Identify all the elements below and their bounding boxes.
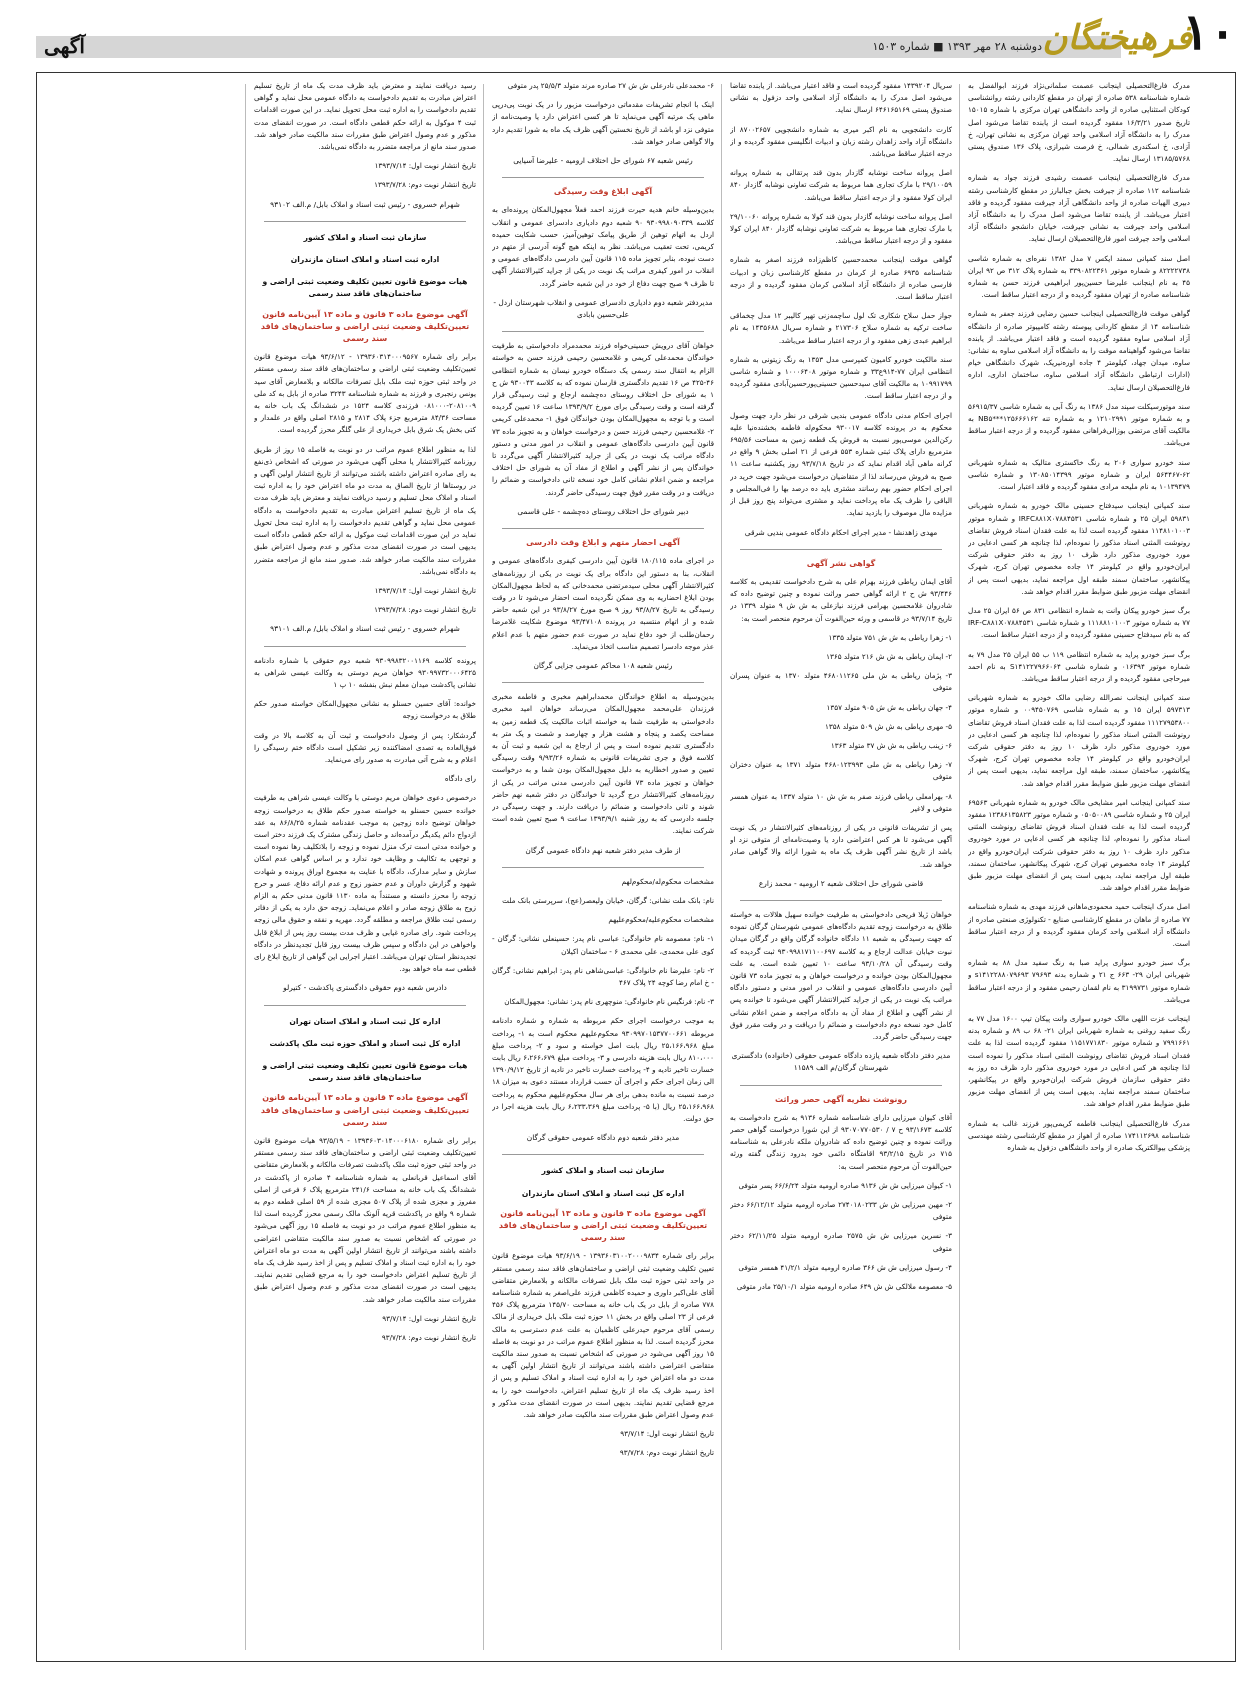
- ad-paragraph: ۱- کیوان میرزایی ش ش ۹۱۳۶ صادره ارومیه متولد ۶۶/۶/۲۴ پسر متوفی: [738, 1180, 952, 1190]
- ad-organization: اداره کل ثبت اسناد و املاک استان مازندران: [521, 1188, 685, 1198]
- ad-organization: سازمان ثبت اسناد و املاک کشور: [303, 232, 427, 242]
- page-number: ۱۰: [1182, 2, 1236, 61]
- column-divider: [959, 84, 960, 1650]
- ad-paragraph: ۶- محمدعلی نادرعلی ش ش ۲۷ صادره مرند متولد ۲۵/۵/۳ پدر متوفی: [507, 81, 714, 90]
- ad-paragraph: سند کمپانی اینجانب امیر مشایخی مالک خودرو به شماره شهربانی ۶۹۵۶۳ ایران ۲۵ و شماره شاسی ۰۵۰۵۰۰۸۹ و شماره موتور ۱۲۳۸۶۱۳۵۸۲۳ مفقود گردیده است لذا به علت فقدان اسناد فروش تقاضای رونوشت المثنی اسناد مذکور را نموده‌ام، لذا چنانچه هر کسی ادعایی در مورد خودروی مذکور دارد ظرف ۱۰ روز به دفتر حقوقی شرکت ایران‌خودرو واقع در کیلومتر ۱۴ جاده مخصوص تهران کرج، شهرک پیکانشهر، ساختمان سمند، طبقه اول مراجعه نماید، بدیهی است پس از انقضای مهلت مزبور طبق ضوابط مقرر اقدام خواهد شد.: [968, 797, 1190, 893]
- ad-paragraph: اینک با انجام تشریفات مقدماتی درخواست مزبور را در یک نوبت پی‌درپی ماهی یک مرتبه آگهی می‌نماید تا هر کسی اعتراض دارد یا وصیت‌نامه از متوفی نزد او باشد از تاریخ نخستین آگهی ظرف یک ماه به شورا تقدیم دارد والا گواهی صادر خواهد شد.: [492, 100, 714, 146]
- ad-paragraph: گواهی موقت اینجانب محمدحسین کاظم‌زاده فرزند اصغر به شماره شناسنامه ۶۹۳۵ صادره از کرمان در مقطع کارشناسی زبان و ادبیات فارسی صادره از دانشگاه آزاد اسلامی کرمان مفقود گردیده و از درجه اعتبار ساقط است.: [730, 255, 952, 302]
- ad-separator: [740, 1085, 942, 1086]
- ad-signature: شهرام خسروی - رئیس ثبت اسناد و املاک بابل/ م.الف ۹۳۱۰۲: [270, 199, 460, 209]
- masthead: [0, 0, 1242, 64]
- column-divider: [721, 84, 722, 1650]
- ad-paragraph: تاریخ انتشار نوبت اول: ۹۳/۷/۱۴: [382, 1313, 476, 1323]
- ad-paragraph: تاریخ انتشار نوبت دوم: ۹۳/۷/۲۸: [619, 1448, 714, 1458]
- ad-paragraph: نام: بانک ملت نشانی: گرگان، خیابان ولیعصر(عج)، سرپرستی بانک ملت: [502, 895, 714, 905]
- ad-separator: [502, 177, 704, 178]
- ad-paragraph: درخصوص دعوی خواهان مریم دوستی با وکالت عیسی شراهی به طرفیت خوانده حسین حسنلو به خواسته صدور حکم طلاق به درخواست زوجه خواهان توضیح داده زوجین به موجب عقدنامه شماره ۸۶/۸/۲۵ به عقد ازدواج دائم یکدیگر درآمده‌اند و حاصل زندگی مشترک یک فرزند دختر است و خوانده مدتی است ترک منزل نموده و زوجه را بلاتکلیف رها نموده است و توجهی به تکالیف و وظایف خود ندارد و بر اساس گواهی عدم امکان سازش و سایر مدارک، دادگاه با عنایت به مجموع اوراق پرونده و شهادت شهود و گزارش داوران و عدم حضور زوج و عدم ارائه دفاع، عسر و حرج زوجه را محرز دانسته و مستنداً به ماده ۱۱۳۰ قانون مدنی حکم به الزام زوج به طلاق زوجه صادر و اعلام می‌نماید. زوجه حق دارد به یکی از دفاتر رسمی ثبت طلاق مراجعه و مطلقه گردد. مهریه و نفقه و حقوق مالی زوجه پرداخت شود. رای صادره غیابی و ظرف مدت بیست روز پس از ابلاغ قابل واخواهی در این دادگاه و سپس ظرف بیست روز قابل تجدیدنظر در دادگاه تجدیدنظر استان تهران می‌باشد. اعتبار اجرایی این گواهی از تاریخ ابلاغ رای قطعی سه ماه خواهد بود.: [254, 793, 476, 974]
- ad-signature: قاضی شورای حل اختلاف شعبه ۲ ارومیه - محمد زارع: [758, 878, 924, 888]
- ad-paragraph: ۶- زینب ریاطی به ش ش ۳۷ متولد ۱۳۶۳: [830, 740, 952, 750]
- column-divider: [245, 84, 246, 1650]
- ad-title: آگهی موضوع ماده ۳ قانون و ماده ۱۳ آیین‌نامه قانون تعیین‌تکلیف وضعیت ثبتی اراضی و ساختمان‌های فاقد سند رسمی: [260, 309, 470, 344]
- ad-separator: [264, 1005, 466, 1006]
- ad-paragraph: ۴- رسول میرزایی ش ش ۳۶۶ صادره ارومیه متولد ۴۱/۲/۱ همسر متوفی: [738, 1262, 952, 1272]
- ad-paragraph: مدرک فارغ‌التحصیلی اینجانب عصمت سلمانی‌نژاد فرزند ابوالفضل به شماره شناسنامه ۵۳۸ صادره از تهران در مقطع کاردانی رشته روانشناسی کودکان استثنایی صادره از واحد دانشگاهی تهران مرکزی با شماره ۱۵۰۱۵ تاریخ صدور ۱۶/۳/۲۱ مفقود گردیده است از یابنده تقاضا می‌شود اصل مدرک را به دانشگاه آزاد اسلامی واحد تهران مرکزی به نشانی تهران، خ آزادی، خ اسکندری شمالی، خ فرصت شیرازی، پلاک ۱۳۶ صندوق پستی ۱۳۱۸۵/۵۷۶۸ ارسال نماید.: [968, 81, 1190, 164]
- ad-organization: اداره ثبت اسناد و املاک استان مازندران: [290, 255, 440, 265]
- ad-paragraph: خواهان ژیلا فریحی دادخواستی به طرفیت خوانده سهیل هلالات به خواسته طلاق به درخواست زوجه تقدیم دادگاه‌های عمومی شهرستان گرگان نموده که جهت رسیدگی به شعبه ۱۱ دادگاه خانواده گرگان واقع در گرگان میدان نبوت خیابان عدالت ارجاع و به کلاسه ۹۳۰۹۹۸۱۷۱۱۰۰۶۹۷ ثبت گردیده که وقت رسیدگی آن ۹۳/۱۰/۲۸ ساعت ۱۰ تعیین شده است. به علت مجهول‌المکان بودن خوانده و درخواست خواهان و به تجویز ماده ۷۳ قانون آیین دادرسی دادگاه‌های عمومی و انقلاب در امور مدنی و دستور دادگاه مراتب یک نوبت در یکی از جراید کثیرالانتشار آگهی می‌شود تا خوانده پس از نشر آگهی و اطلاع از مفاد آن به دادگاه مراجعه و ضمن اعلام نشانی کامل خود نسخه دوم دادخواست و ضمائم را دریافت و در وقت مقرر فوق جهت رسیدگی حاضر گردد.: [730, 909, 952, 1041]
- ad-separator: [502, 1154, 704, 1155]
- logo-text: فرهیختگان: [1042, 18, 1192, 58]
- ad-separator: [264, 221, 466, 222]
- ad-separator: [740, 900, 942, 901]
- ad-paragraph: برگ سبز خودرو پیکان وانت به شماره انتظامی ۸۳۱ ص ۵۶ ایران ۲۵ مدل ۷۷ به شماره موتور ۱۱۱۸۸۱۰۱۰۰۳ و شماره شاسی IRF-C۸۸۱X۰۷۸۸۴۵۳۱ که به نام سیدفتاح حسینی مفقود گردیده و از درجه اعتبار ساقط است.: [968, 605, 1190, 640]
- ad-paragraph: سریال ۱۴۳۹۲۰۴ مفقود گردیده است و فاقد اعتبار می‌باشد. از یابنده تقاضا می‌شود اصل مدرک را به دانشگاه آزاد اسلامی واحد دزفول به نشانی صندوق پستی ۶۴۶۱۶۵۱۶۹ ارسال نماید.: [730, 81, 952, 115]
- ad-paragraph: ۳- نام: فرنگیس نام خانوادگی: منوچهری نام پدر: نشانی: مجهول‌المکان: [504, 997, 714, 1007]
- ad-paragraph: برابر رای شماره ۱۳۹۳۶۰۳۱۴۰۰۰۹۵۶۷ - ۹۳/۶/۱۲ هیات موضوع قانون تعیین‌تکلیف وضعیت ثبتی اراضی و ساختمان‌های فاقد سند رسمی مستقر در واحد ثبتی حوزه ثبت ملک بابل تصرفات مالکانه و بلامعارض آقای سید یونس رنجبری و فرزند به شماره شناسنامه ۳۲۴۳ صادره از بابل به کد ملی ۲۰۸۱۰۰۹-۰۸۱۰۰۰ فرزندی کلاسه ۱۵۲۴ در ششدانگ یک باب خانه به مساحت ۸۴/۳۶ مترمربع جزء پلاک ۲۸۱۴ و ۲۸۱۵ اصلی واقع در علمدار و کتی بخش یک شرق بابل خریداری از علی گلگر محرز گردیده است.: [254, 352, 476, 435]
- column-3: [492, 80, 714, 1655]
- ad-paragraph: به موجب درخواست اجرای حکم مربوطه به شماره و شماره دادنامه مربوطه ۹۳۰۹۹۷۰۱۵۳۷۷۰۰۶۶۱ محکوم‌علیهم محکوم است به ۱- پرداخت مبلغ ۲۵،۱۶۶،۹۶۸ ریال بابت اصل خواسته و سود و ۲- پرداخت مبلغ ۸۱۰،۰۰۰ ریال بابت هزینه دادرسی و ۳- پرداخت مبلغ ۶،۲۶۶،۶۷۹ ریال بابت خسارت تاخیر تادیه و ۴- پرداخت خسارت تاخیر در تادیه از تاریخ ۱۳۹۰/۹/۱۲ الی زمان اجرای حکم و اجرای آن حسب قرارداد مستند دعوی به میزان ۱۸ درصد نسبت به مانده بدهی برای هر سال محکوم‌علیهم محکوم به پرداخت ۲۵،۱۶۶،۹۶۸ ریال (با ۵- پرداخت مبلغ ۶،۲۳۳،۳۶۹ ریال بابت هزینه اجرا در حق دولت.: [492, 1016, 714, 1124]
- ad-paragraph: ۱- زهرا ریاطی به ش ش ۷۵۱ متولد ۱۳۳۵: [828, 632, 952, 642]
- ad-paragraph: ۲- ایمان ریاطی به ش ش ۲۱۶ متولد ۱۳۶۵: [826, 651, 952, 661]
- ad-paragraph: مدرک فارغ‌التحصیلی اینجانب عصمت رشیدی فرزند جواد به شماره شناسنامه ۱۱۲ صادره از جیرفت بخش جبالبارز در مقطع کارشناسی رشته دبیری الهیات صادره از واحد دانشگاهی آزاد جیرفت مفقود گردیده و فاقد اعتبار می‌باشد. از یابنده تقاضا می‌شود اصل مدرک را به دانشگاه آزاد اسلامی واحد جیرفت به نشانی جیرفت، خیابان دانشجو دانشگاه آزاد اسلامی واحد جیرفت امور فارغ‌التحصیلان ارسال نماید.: [968, 173, 1190, 244]
- ad-paragraph: جواز حمل سلاح شکاری تک لول ساچمه‌زنی تهپر کالیبر ۱۲ مدل چخماقی ساخت ترکیه به شماره سلاح ۲۱۷۳۰۶ و شماره سریال ۱۴۳۵۶۸۸ به نام ابراهیم عبدی زهی مفقود و از درجه اعتبار ساقط می‌باشد.: [730, 311, 952, 345]
- ad-paragraph: تاریخ انتشار نوبت اول: ۹۳/۷/۱۴: [620, 1429, 714, 1439]
- ad-paragraph: ۱- نام: معصومه نام خانوادگی: عباسی نام پدر: حسینعلی نشانی: گرگان - کوی علی محمدی، علی محمدی ۶ - ساختمان اکیلان: [492, 934, 714, 956]
- ad-signature: دبیر شورای حل اختلاف روستای ده‌چشمه - علی قاسمی: [517, 506, 689, 516]
- ad-paragraph: لذا به منظور اطلاع عموم مراتب در دو نوبت به فاصله ۱۵ روز از طریق روزنامه کثیرالانتشار یا محلی آگهی می‌شود در صورتی که اشخاص ذی‌نفع به رای صادره اعتراض داشته باشند می‌توانند از تاریخ انتشار اولین آگهی و در روستاها از تاریخ الصاق به مدت دو ماه اعتراض خود را به اداره ثبت اسناد و املاک محل تسلیم و رسید دریافت نمایند و معترض باید ظرف مدت یک ماه از تاریخ تسلیم اعتراض مبادرت به تقدیم دادخواست به دادگاه عمومی محل نماید و گواهی تقدیم دادخواست را به اداره ثبت محل تحویل نماید در این صورت اقدامات ثبت موکول به ارائه حکم قطعی دادگاه است بدیهی است در صورت انقضای مدت مذکور و عدم وصول اعتراض طبق مقررات سند مالکیت صادر خواهد شد. صدور سند مانع از مراجعه متضرر به دادگاه نمی‌باشد.: [254, 444, 476, 576]
- ad-paragraph: برابر رای شماره ۱۳۹۳۶۰۳۰۱۴۰۰۰۶۱۸۰ - ۹۳/۵/۱۹ هیات موضوع قانون تعیین‌تکلیف وضعیت ثبتی اراضی و ساختمان‌های فاقد سند رسمی مستقر در واحد ثبتی حوزه ثبت ملک پاکدشت تصرفات مالکانه و بلامعارض متقاضی آقای اسماعیل قربانعلی به شماره شناسنامه ۴ صادره از پاکدشت در ششدانگ یک باب خانه به مساحت ۲۴۱/۶ مترمربع پلاک ۶ فرعی از اصلی مفروز و مجزی شده از پلاک ۵۰۷ مجزی شده از ۵۹ اصلی قطعه دوم به شماره ۹ واقع در پاکدشت قریه آلونک مالک رسمی محرز گردیده است لذا به منظور اطلاع عموم مراتب در دو نوبت به فاصله ۱۵ روز آگهی می‌شود در صورتی که اشخاص نسبت به صدور سند مالکیت متقاضی اعتراضی داشته باشند می‌توانند از تاریخ انتشار اولین آگهی به مدت دو ماه اعتراض خود را به اداره ثبت اسناد و املاک تسلیم و پس از اخذ رسید ظرف یک ماه از تاریخ تسلیم اعتراض دادخواست خود را به مرجع قضایی تقدیم نمایند. بدیهی است در صورت انقضای مدت مذکور و عدم وصول اعتراض طبق مقررات سند مالکیت صادر خواهد شد.: [254, 1136, 476, 1304]
- ad-paragraph: بدین‌وسیله به اطلاع خواندگان محمدابراهیم مخبری و فاطمه مخبری فرزندان علی‌محمد مجهول‌المکان می‌رساند خواهان امید مخبری دادخواستی به طرفیت شما به خواسته اثبات مالکیت یک قطعه زمین به مساحت یکصد و پنجاه و هشت هزار و چهارصد و شصت و یک متر به دادگستری تقدیم نموده است و پس از ارجاع به این شعبه و ثبت آن به کلاسه فوق و جری تشریفات قانونی به شماره ۹/۹۳/۲۶ وقت رسیدگی تعیین و صدور اخطاریه به دلیل مجهول‌المکان بودن شما و به درخواست خواهان و تجویز ماده ۷۳ قانون آیین دادرسی مدنی مراتب در یکی از روزنامه‌های کثیرالانتشار درج گردید تا خواندگان در دفتر شعبه نهم حاضر شوند و ثانی دادخواست و ضمائم را دریافت دارند. و جهت رسیدگی در جلسه دادرسی که به روز شنبه ۱۳۹۳/۹/۱ ساعت ۹ صبح تعیین شده است شرکت نمایند.: [492, 692, 714, 836]
- column-4: [254, 80, 476, 1655]
- ad-paragraph: سند کمپانی اینجانب سیدفتاح حسینی مالک خودرو به شماره شهربانی ۵۹۸۳۱ ایران ۲۵ و شماره شاسی IRFC۸۸۱X۰۷۸۸۴۵۳۱ و شماره موتور ۱۱۴۸۱۰۱۰۰۳ مفقود گردیده است لذا به علت فقدان اسناد فروش تقاضای رونوشت المثنی اسناد مذکور را نموده‌ام، لذا چنانچه هر کسی ادعایی در مورد خودروی مذکور دارد ظرف ۱۰ روز به دفتر حقوقی شرکت ایران‌خودرو واقع در کیلومتر ۱۴ جاده مخصوص تهران کرج، شهرک پیکانشهر، ساختمان سمند طبقه اول مراجعه نماید، بدیهی است پس از انقضای مهلت مزبور طبق ضوابط مقرر اقدام خواهد شد.: [968, 501, 1190, 596]
- ad-signature: مهدی زاهدنشا - مدیر اجرای احکام دادگاه عمومی بندیی شرقی: [744, 527, 938, 537]
- ad-paragraph: برگ سبز خودرو سواری پراید صبا به رنگ سفید مدل ۸۸ به شماره شهربانی ایران ۲۹- ۶۶۳ ج ۲۱ و شماره بدنه ۷۹۶۹۳ s۱۴۱۲۲۸۸۰۷۹۶۹۳ و شماره موتور ۳۱۹۹۷۳۱ به نام لقمان رحیمی مفقود و از درجه اعتبار ساقط می‌باشد.: [968, 958, 1190, 1004]
- ad-signature: شهرام خسروی - رئیس ثبت اسناد و املاک بابل/ م.الف ۹۳۱۰۱: [270, 624, 460, 634]
- ad-paragraph: مشخصات محکوم‌له/محکوم‌لهم: [621, 876, 714, 886]
- ad-paragraph: تاریخ انتشار نوبت دوم: ۹۳/۷/۲۸: [381, 1333, 476, 1343]
- ad-paragraph: اصل پروانه ساخت نوشابه گازدار بدون قند پرتقالی به شماره پروانه ۲۹/۱۰۰۵۹ با مارک تجاری هما مربوط به شرکت تعاونی نوشابه گازدار ۸۴۰ ایران کولا مفقود و از درجه اعتبار ساقط می‌باشد.: [730, 168, 952, 202]
- ad-signature: مدیر دفتر شعبه دوم دادگاه عمومی حقوقی گرگان: [526, 1133, 680, 1143]
- ad-paragraph: پرونده کلاسه ۹۳۰۹۹۸۳۲۰۰۱۱۶۹ شعبه دوم حقوقی با شماره دادنامه ۹۳۰۹۹۷۳۲۰۰۰۶۴۲۵ خواهان مریم دوستی به وکالت عیسی شراهی به نشانی پاکدشت میدان معلم نبش بنفشه ۱۰ پ ۱: [254, 655, 476, 689]
- ad-paragraph: پس از تشریفات قانونی در یکی از روزنامه‌های کثیرالانتشار در یک نوبت آگهی می‌شود تا هر کس اعتراضی دارد یا وصیت‌نامه‌ای از متوفی نزد او باشد از تاریخ نشر آگهی ظرف یک ماه به شورا ارائه والا گواهی صادر خواهد شد.: [730, 822, 952, 869]
- ad-paragraph: مدرک فارغ‌التحصیلی اینجانب فاطمه کریمی‌پور فرزند غالب به شماره شناسنامه ۱۷۴۱۱۲۶۹۸ صادره از اهواز در مقطع کارشناسی رشته مهندسی پزشکی بیوالکتریک صادره از واحد دانشگاهی دزفول به شماره: [968, 1118, 1190, 1153]
- ad-paragraph: مشخصات محکوم‌علیه/محکوم‌علیهم: [608, 915, 714, 925]
- ad-title: گواهی نشر آگهی: [806, 558, 876, 568]
- ad-paragraph: سند خودرو سواری ۲۰۶ به رنگ خاکستری متالیک به شماره شهربانی ۶۲-۵۶۴۴۶۷ ایران و شماره موتور ۱۳۰۸۵۰۱۴۳۹۹ و شماره شاسی ۱۰۱۳۹۴۷۹ به نام ملیحه مرادی مفقود گردیده و فاقد اعتبار است.: [968, 457, 1190, 492]
- ad-paragraph: تاریخ انتشار نوبت اول: ۱۳۹۳/۷/۱۴: [374, 161, 476, 171]
- ad-title: آگهی ابلاغ وقت رسیدگی: [553, 187, 653, 197]
- ad-title: رونوشت نظریه آگهی حصر وراثت: [775, 1094, 907, 1104]
- ad-paragraph: ۸- بهرامعلی ریاطی فرزند صفر به ش ش ۱۰ متولد ۱۳۳۷ به عنوان همسر متوفی و لاغیر: [730, 791, 952, 813]
- section-label: آگهی: [44, 34, 85, 58]
- ad-separator: [502, 867, 704, 868]
- ad-paragraph: گردشکار: پس از وصول دادخواست و ثبت آن به کلاسه بالا در وقت فوق‌العاده به تصدی امضاکننده زیر تشکیل است دادگاه ختم رسیدگی را اعلام و به شرح آتی مبادرت به صدور رای می‌نماید.: [254, 730, 476, 764]
- ad-signature: از طرف مدیر دفتر شعبه نهم دادگاه عمومی گرگان: [525, 845, 681, 855]
- ad-paragraph: اینجانب عزت اللهی مالک خودرو سواری وانت پیکان تیپ ۱۶۰۰ مدل ۷۷ به رنگ سفید روغنی به شماره شهربانی ایران ۲۱- ۶۸ ب ۸۹ و شماره بدنه ۷۹۹۱۶۶۱ و شماره موتور ۱۱۵۱۷۷۱۸۳۰ مفقود گردیده است لذا به علت فقدان اسناد فروش تقاضای رونوشت المثنی اسناد مذکور را نموده است لذا چنانچه هر کس ادعایی در مورد خودروی مذکور دارد ظرف ده روز به دفتر حقوقی سازمان فروش شرکت ایران‌خودرو واقع در پیکانشهر، ساختمان سمند مراجعه نماید. بدیهی است پس از انقضای مهلت مزبور طبق ضوابط مقرر اقدام خواهد شد.: [968, 1014, 1190, 1109]
- ad-paragraph: تاریخ انتشار نوبت دوم: ۱۳۹۳/۷/۲۸: [374, 180, 476, 190]
- ad-separator: [264, 646, 466, 647]
- ad-paragraph: اصل پروانه ساخت نوشابه گازدار بدون قند کولا به شماره پروانه ۲۹/۱۰۰۶۰ با مارک تجاری هما مربوط به شرکت تعاونی نوشابه گازدار ۸۴۰ ایران کولا مفقود و از درجه اعتبار ساقط می‌باشد.: [730, 211, 952, 246]
- ad-paragraph: ۴- جهان ریاطی به ش ش ۹۰۵ متولد ۱۳۵۷: [826, 702, 952, 712]
- ad-paragraph: گواهی موقت فارغ‌التحصیلی اینجانب حسین رضایی فرزند جعفر به شماره شناسنامه ۱۴ از مقطع کاردانی پیوسته رشته کامپیوتر صادره از دانشگاه آزاد اسلامی ساوه مفقود گردیده است و فاقد اعتبار می‌باشد. از یابنده تقاضا می‌شود گواهینامه موقت را به دانشگاه آزاد اسلامی ساوه به نشانی: ساوه، میدان جهاد، کیلومتر ۴ جاده اوره‌نیریک، شهرک دانشگاهی خیام (ادارات ارتباطی دانشگاه آزاد اسلامی ساوه، ساختمان اداری، اداره فارغ‌التحصیلان ارسال نماید.: [968, 309, 1190, 392]
- ad-separator: [502, 682, 704, 683]
- ad-organization: هیات موضوع قانون تعیین تکلیف وضعیت ثبتی اراضی و ساختمان‌های فاقد سند رسمی: [262, 277, 468, 299]
- ad-paragraph: رای دادگاه: [444, 774, 476, 784]
- ad-paragraph: رسید دریافت نمایند و معترض باید ظرف مدت یک ماه از تاریخ تسلیم اعتراض مبادرت به تقدیم دادخواست به دادگاه عمومی محل نماید و گواهی تقدیم دادخواست را به اداره ثبت محل تحویل نماید. در این صورت اقدامات ثبت ۴ موکول به ارائه حکم قطعی دادگاه است. در صورت انقضای مدت مذکور و عدم وصول اعتراض طبق مقررات سند مالکیت صادر خواهد شد. صدور سند مانع از مراجعه متضرر به دادگاه نمی‌باشد.: [254, 81, 476, 152]
- ad-paragraph: در اجرای ماده ۱۸۰/۱۱۵ قانون آیین دادرسی کیفری دادگاه‌های عمومی و انقلاب، بنا به دستور این دادگاه برای یک نوبت در یکی از روزنامه‌های کثیرالانتشار آگهی محلی سیدمرتضی محمدخانی که به لحاظ مجهول‌المکان بودن ابلاغ احضاریه به وی ممکن نگردیده است احضار می‌شود تا در وقت رسیدگی به تاریخ ۹۳/۸/۲۷ روز ۹ صبح مورخ ۹۳/۸/۲۷ در این شعبه حاضر شده و از اتهام منتسبه در پرونده ۹۳/۴۷۱۰۸ موضوع شکایت غلامرضا رحمان‌طلب از خود دفاع نماید در صورت عدم حضور متهم با عدم اعلام عذر موجه دادسرا تصمیم مناسب اتخاذ می‌نماید.: [492, 556, 714, 651]
- ad-signature: مدیردفتر شعبه دوم دادیاری دادسرای عمومی و انقلاب شهرستان اردل - علی‌حسین بابادی: [493, 297, 713, 320]
- ad-paragraph: تاریخ انتشار نوبت دوم: ۱۳۹۳/۷/۲۸: [374, 605, 476, 615]
- dateline: دوشنبه ۲۸ مهر ۱۳۹۳ ■ شماره ۱۵۰۳: [872, 40, 1042, 53]
- ad-paragraph: ۷- زهرا ریاطی به ش ملی ۴۶۸۰۱۲۳۹۹۳ متولد ۱۳۷۱ به عنوان دختران متوفی: [730, 760, 952, 782]
- ad-paragraph: سند موتورسیکلت سپند مدل ۱۳۸۶ به رنگ آبی به شماره شاسی ۵۶۹۱۵/۳۷ و به شماره موتور ۱۲۱۰۲۹۹۱ و به شماره تنه NB۵***۱۲۵۶۶۶۱۶۲ به مالکیت آقای مرتضی بوزالی‌فراهانی مفقود گردیده و از درجه اعتبار ساقط می‌باشد.: [968, 401, 1190, 448]
- ad-paragraph: ۲- نام: علیرضا نام خانوادگی: عباسی‌شاهی نام پدر: ابراهیم نشانی: گرگان - خ امام رضا کوچه ۲۴ پلاک ۴۶۷: [492, 965, 714, 987]
- newspaper-logo: [1042, 8, 1192, 62]
- ad-paragraph: اصل سند کمپانی سمند ایکس ۷ مدل ۱۳۸۲ نقره‌ای به شماره شاسی ۸۲۲۲۲۷۳۸ و شماره موتور ۳۳۹۰۸۲۲۳۶۱ به شماره پلاک ۳۱۲ ص ۹۲ ایران ۴۵ به نام اینجانب علیرضا حسین‌پور ابراهیمی فرزند حسن به شماره شناسنامه صادره از تهران مفقود گردیده و از درجه اعتبار ساقط است.: [968, 253, 1190, 300]
- ad-paragraph: بدین‌وسیله خانم هدیه حیرت فرزند احمد فعلاً مجهول‌المکان پرونده‌ای به کلاسه ۹۳۰۹۹۸۰۹۰۳۳۹ ۹۰ شعبه دوم دادیاری دادسرای عمومی و انقلاب اردل به اتهام توهین از طریق پیامک توهین‌آمیز، حسب شکایت حمیده کریمی، تحت تعقیب می‌باشد. نظر به اینکه هیچ گونه آدرسی از متهم در دست نبوده، بنابر تجویز ماده ۱۱۵ قانون آیین دادرسی دادگاه‌های عمومی و انقلاب در امور کیفری مراتب یک نوبت در یکی از جراید کثیرالانتشار آگهی تا ظرف ۹ صبح جهت دفاع از خود در این شعبه حاضر گردد.: [492, 205, 714, 288]
- ad-title: آگهی احضار متهم و ابلاغ وقت دادرسی: [526, 538, 680, 548]
- ad-organization: هیات موضوع قانون تعیین تکلیف وضعیت ثبتی اراضی و ساختمان‌های فاقد سند رسمی: [262, 1061, 468, 1083]
- ad-paragraph: سند کمپانی اینجانب نصرالله رضایی مالک خودرو به شماره شهربانی ۵۹۷۳۱۳ ایران ۱۵ و به شماره شاسی ۰۰۹۴۵۰۷۶۹ و شماره موتور ۱۱۱۲۷۹۵۳۸۰۰ مفقود گردیده است لذا به علت فقدان اسناد فروش تقاضای رونوشت المثنی اسناد مذکور را نموده‌ام، لذا چنانچه هر کسی ادعایی در مورد خودروی مذکور دارد ظرف ۱۰ روز به دفتر حقوقی شرکت ایران‌خودرو واقع در کیلومتر ۱۴ جاده مخصوص تهران کرج، شهرک پیکانشهر، ساختمان سمند، طبقه اول مراجعه نماید، بدیهی است پس از انقضای مهلت مزبور طبق ضوابط مقرر اقدام خواهد شد.: [968, 693, 1190, 788]
- ad-paragraph: برابر رای شماره ۱۳۹۳۶۰۳۱۰۰۲۰۰۰۹۸۳۴ - ۹۳/۶/۱۹ هیات موضوع قانون تعیین تکلیف وضعیت ثبتی اراضی و ساختمان‌های فاقد سند رسمی مستقر در واحد ثبتی حوزه ثبت ملک بابل تصرفات مالکانه و بلامعارض متقاضی آقای علی‌اکبر داوری و حمیده کاظمی فرزند علی‌اصغر به شماره شناسنامه ۷۷۸ صادره از بابل در یک باب خانه به مساحت ۱۴۵/۷۰ مترمربع پلاک ۴۵۶ فرعی از ۲۳ اصلی واقع در بخش ۱۱ حوزه ثبت ملک بابل خریداری از مالک رسمی آقای مرحوم حیدرعلی کاظمیان به علت عدم دسترسی به مالک محرز گردیده است. لذا به منظور اطلاع عموم مراتب در دو نوبت به فاصله ۱۵ روز آگهی می‌شود در صورتی که اشخاص نسبت به صدور سند مالکیت متقاضی اعتراضی داشته باشند می‌توانند از تاریخ انتشار اولین آگهی به مدت دو ماه اعتراض خود را به اداره ثبت اسناد و املاک تسلیم و پس از اخذ رسید ظرف یک ماه از تاریخ تسلیم اعتراض، دادخواست خود را به مرجع قضایی تقدیم نمایند. بدیهی است در صورت انقضای مدت مذکور و عدم وصول اعتراض طبق مقررات سند مالکیت صادر خواهد شد.: [492, 1251, 714, 1420]
- ad-paragraph: ۳- پژمان ریاطی به ش ملی ۴۶۸۰۱۱۲۶۵ متولد ۱۳۷۰ به عنوان پسران متوفی: [730, 671, 952, 693]
- ad-paragraph: کارت دانشجویی به نام اکبر میری به شماره دانشجویی ۸۷۰۰۲۶۵۷ از دانشگاه آزاد واحد زاهدان رشته زبان و ادبیات انگلیسی مفقود گردیده و از درجه اعتبار ساقط می‌باشد.: [730, 124, 952, 159]
- ad-paragraph: ۵- معصومه ملالکی ش ش ۶۴۹ صادره ارومیه متولد ۲۵/۱۰/۱ مادر متوفی: [736, 1282, 952, 1292]
- ad-paragraph: اجرای احکام مدنی دادگاه عمومی بندیی شرقی در نظر دارد جهت وصول محکوم به در پرونده کلاسه ۹۳۰۰۱۷ محکوم‌له فاطمه بخشنده‌نیا علیه رکن‌الدین موسی‌پور نسبت به فروش یک قطعه زمین به مساحت ۶۹۵/۵۶ مترمربع دارای پلاک ثبتی شماره ۵۵۳ فرعی از ۲۱ اصلی بخش ۹ واقع در کرانه ماهی آباد اقدام نماید که در تاریخ ۹۳/۷/۱۸ روز یکشنبه ساعت ۱۱ صبح به فروش می‌رساند لذا از متقاضیان درخواست می‌شود جهت خرید در اجرای احکام حضور بهم رسانند مشتری باید ده درصد بها را فی‌المجلس و الباقی را ظرف یک ماه پرداخت نماید و مشتری می‌تواند پنج روز قبل از مزایده مال موصوف را بازدید نماید.: [730, 410, 952, 518]
- ad-signature: رئیس شعبه ۶۷ شورای حل اختلاف ارومیه - علیرضا آسیایی: [513, 156, 693, 166]
- ad-title: آگهی موضوع ماده ۳ قانون و ماده ۱۳ آیین‌نامه قانون تعیین‌تکلیف وضعیت ثبتی اراضی و ساختمان‌های فاقد سند رسمی: [498, 1208, 708, 1243]
- ad-separator: [502, 528, 704, 529]
- ad-paragraph: سند مالکیت خودرو کامیون کمپرسی مدل ۱۳۵۳ به رنگ زیتونی به شماره انتظامی ایران ۷۷-۹۱۴ع۳۳ و شماره موتور ۱۰۰۰۶۴۰۸ و شماره شاسی ۱۰۹۹۱۷۹۹ به مالکیت آقای سیدحسین حسینی‌پورحسین‌آبادی مفقود گردیده و از درجه اعتبار ساقط است.: [730, 354, 952, 401]
- column-divider: [483, 84, 484, 1650]
- column-2: [730, 80, 952, 1655]
- ad-paragraph: تاریخ انتشار نوبت اول: ۱۳۹۳/۷/۱۴: [374, 585, 476, 595]
- ad-separator: [740, 549, 942, 550]
- ad-paragraph: ۵- مهری ریاطی به ش ش ۵۰۹ متولد ۱۳۵۸: [824, 721, 952, 731]
- ad-signature: رئیس شعبه ۱۰۸ محاکم عمومی جزایی گرگان: [533, 660, 673, 670]
- ad-organization: اداره کل ثبت اسناد و املاک استان تهران: [289, 1016, 441, 1026]
- ad-title: آگهی موضوع ماده ۳ قانون و ماده ۱۳ آیین‌نامه قانون تعیین‌تکلیف وضعیت ثبتی اراضی و ساختمان‌های فاقد سند رسمی: [260, 1093, 470, 1127]
- ad-organization: سازمان ثبت اسناد و املاک کشور: [541, 1166, 665, 1176]
- ad-paragraph: آقای ایمان ریاطی فرزند بهرام علی به شرح دادخواست تقدیمی به کلاسه ۹۳/۴۴۶ ش ح ۲ ارائه گواهی حصر وراثت نموده و چنین توضیح داده که شادروان غلامحسین بهرامی فرزند نیازعلی به ش ش ۹ متولد ۱۳۳۹ در تاریخ ۹۳/۷/۱۴ در قاسمی و ورثه حین‌الفوت آن مرحوم منحصر است به:: [730, 576, 952, 623]
- ad-paragraph: اصل مدرک اینجانب حمید محمودی‌ماهانی فرزند مهدی به شماره شناسنامه ۷۷ صادره از ماهان در مقطع کارشناسی صنایع - تکنولوژی صنعتی صادره از دانشگاه آزاد اسلامی واحد کرمان مفقود گردیده و از درجه اعتبار ساقط است.: [968, 902, 1190, 948]
- ad-signature: مدیر دفتر دادگاه شعبه یازده دادگاه عمومی حقوقی (خانواده) دادگستری شهرستان گرگان/م الف ۱۱۵۸۹: [731, 1051, 951, 1073]
- ad-separator: [502, 331, 704, 332]
- ad-organization: اداره کل ثبت اسناد و املاک حوزه ثبت ملک پاکدشت: [269, 1038, 461, 1048]
- column-1: [968, 80, 1190, 1655]
- ad-paragraph: خواهان آقای درویش حسینی‌خواه فرزند محمدمراد دادخواستی به طرفیت خواندگان محمدعلی کریمی و غلامحسین رحیمی فرزند حسن به خواسته الزام به انتقال سند رسمی یک دستگاه خودرو نیسان به شماره انتظامی ۴۶-۴۲۵ ص ۱۶ تقدیم دادگستری فارسان نموده که به کلاسه ۹۳۰۰۴۳ ش ح ۱ به شورای حل اختلاف روستای ده‌چشمه ارجاع و ثبت رسیدگی قرار گرفته است و وقت رسیدگی برای مورخ ۱۳۹۳/۹/۲ ساعت ۱۶ تعیین گردیده است و با توجه به مجهول‌المکان بودن خواندگان فوق ۱- محمدعلی کریمی ۲- غلامحسین رحیمی فرزند حسن و درخواست خواهان و به تجویز ماده ۷۳ قانون آیین دادرسی دادگاه‌های عمومی و انقلاب در امور مدنی و دستور دادگاه مراتب یک نوبت در یکی از جراید کثیرالانتشار آگهی می‌گردد تا خواندگان پس از نشر آگهی و اطلاع از مفاد آن به شورای حل اختلاف مراجعه و ضمن اعلام نشانی کامل خود نسخه ثانی دادخواست و ضمائم را دریافت و در وقت مقرر فوق جهت رسیدگی حاضر گردند.: [492, 341, 714, 497]
- ad-paragraph: خوانده: آقای حسین حسنلو به نشانی مجهول‌المکان خواسته صدور حکم طلاق به درخواست زوجه: [254, 699, 476, 721]
- ad-paragraph: ۲- مهین میرزایی ش ش ۲۷۴۰۱۸۰۲۳۳ صادره ارومیه متولد ۶۶/۱۲/۱۲ دختر متوفی: [730, 1200, 952, 1222]
- ad-signature: دادرس شعبه دوم حقوقی دادگستری پاکدشت - کتیرلو: [283, 983, 447, 993]
- ad-paragraph: ۳- نسرین میرزایی ش ش ۲۵۷۵ صادره ارومیه متولد ۶۲/۱۱/۲۵ دختر متوفی: [730, 1231, 952, 1253]
- ad-paragraph: برگ سبز خودرو پراید به شماره انتظامی ۱۱۹ ب ۵۵ ایران ۲۵ مدل ۷۹ به شماره موتور ۰۱۶۳۹۴ و شماره شاسی S۱۴۱۲۲۷۹۶۶۰۶۴ به نام احمد میرحاجی مفقود گردیده و از درجه اعتبار ساقط می‌باشد.: [968, 649, 1190, 683]
- ad-paragraph: آقای کیوان میرزایی دارای شناسنامه شماره ۹۱۳۶ به شرح دادخواست به کلاسه ۹۳/۱۶۷۳ ح ۷ / ۹۳۰۷۰۷۷۰۵۳۰ از این شورا درخواست گواهی حصر وراثت نموده و چنین توضیح داده که شادروان ملکه نادرعلی به شناسنامه ۷۱۵ در تاریخ ۹۳/۲/۱۵ اقامتگاه دائمی خود بدرود زندگی گفته ورثه حین‌الفوت آن مرحوم منحصر است به:: [730, 1112, 952, 1171]
